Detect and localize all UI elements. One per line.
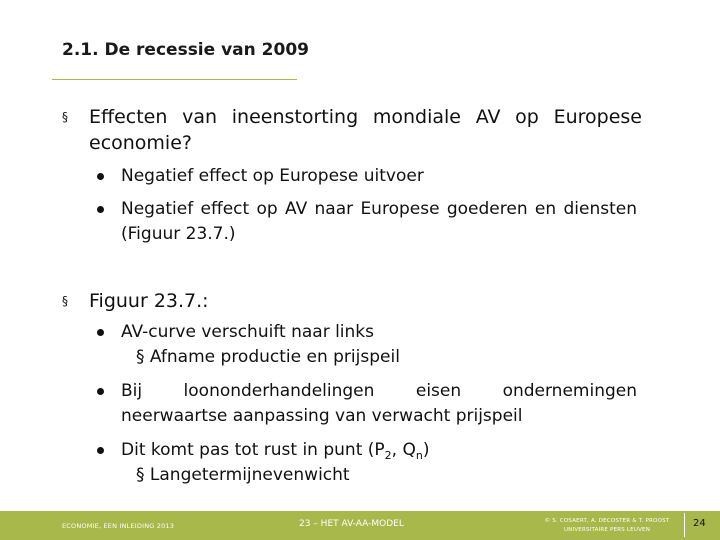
bullet-2-sub-1-text: AV-curve verschuift naar links xyxy=(121,322,375,342)
bullet-1-sub-1 xyxy=(97,164,637,189)
bullet-1-sub-1-text: Negatief effect op Europese uitvoer xyxy=(121,166,424,186)
bullet-1-sub-2 xyxy=(97,197,637,247)
bullet-marker: § xyxy=(62,294,68,308)
bullet-2-sub-2 xyxy=(97,379,637,429)
footer-publisher: UNIVERSITAIRE PERS LEUVEN xyxy=(563,527,651,533)
bullet-2 xyxy=(62,288,642,314)
bullet-2-sub-3-detail: § Langetermijnevenwicht xyxy=(136,465,350,485)
dot-icon xyxy=(97,388,104,395)
footer-divider xyxy=(684,513,685,537)
footer-bar xyxy=(0,511,720,540)
footer-book-title: ECONOMIE, EEN INLEIDING 2013 xyxy=(62,522,175,530)
footer-authors: © S. COSAERT, A. DECOSTER & T. PROOST xyxy=(544,518,670,524)
bullet-2-sub-3 xyxy=(97,438,637,463)
footer-chapter: 23 – HET AV-AA-MODEL xyxy=(299,519,404,529)
dot-icon xyxy=(97,173,104,180)
bullet-2-sub-2-text: Bij loononderhandelingen eisen ondernemingen neerwaartse aanpassing van verwacht prijspeil xyxy=(121,381,637,426)
dot-icon xyxy=(97,329,104,336)
dot-icon xyxy=(97,206,104,213)
bullet-1-sub-2-text: Negatief effect op AV naar Europese goederen en diensten (Figuur 23.7.) xyxy=(121,199,637,244)
bullet-1 xyxy=(62,104,642,156)
page-number: 24 xyxy=(693,518,706,529)
dot-icon xyxy=(97,447,104,454)
footer-copyright xyxy=(536,517,678,535)
bullet-2-sub-1 xyxy=(97,320,637,345)
bullet-marker: § xyxy=(62,110,68,124)
title-underline xyxy=(52,79,297,80)
bullet-2-sub-1-detail: § Afname productie en prijspeil xyxy=(136,347,400,367)
bullet-1-text: Effecten van ineenstorting mondiale AV op Europese economie? xyxy=(89,106,642,154)
slide-title: 2.1. De recessie van 2009 xyxy=(62,40,309,60)
bullet-2-sub-3-text: Dit komt pas tot rust in punt ($P_2$, $Q_n$) xyxy=(121,440,430,462)
bullet-2-text: Figuur 23.7.: xyxy=(89,290,209,312)
